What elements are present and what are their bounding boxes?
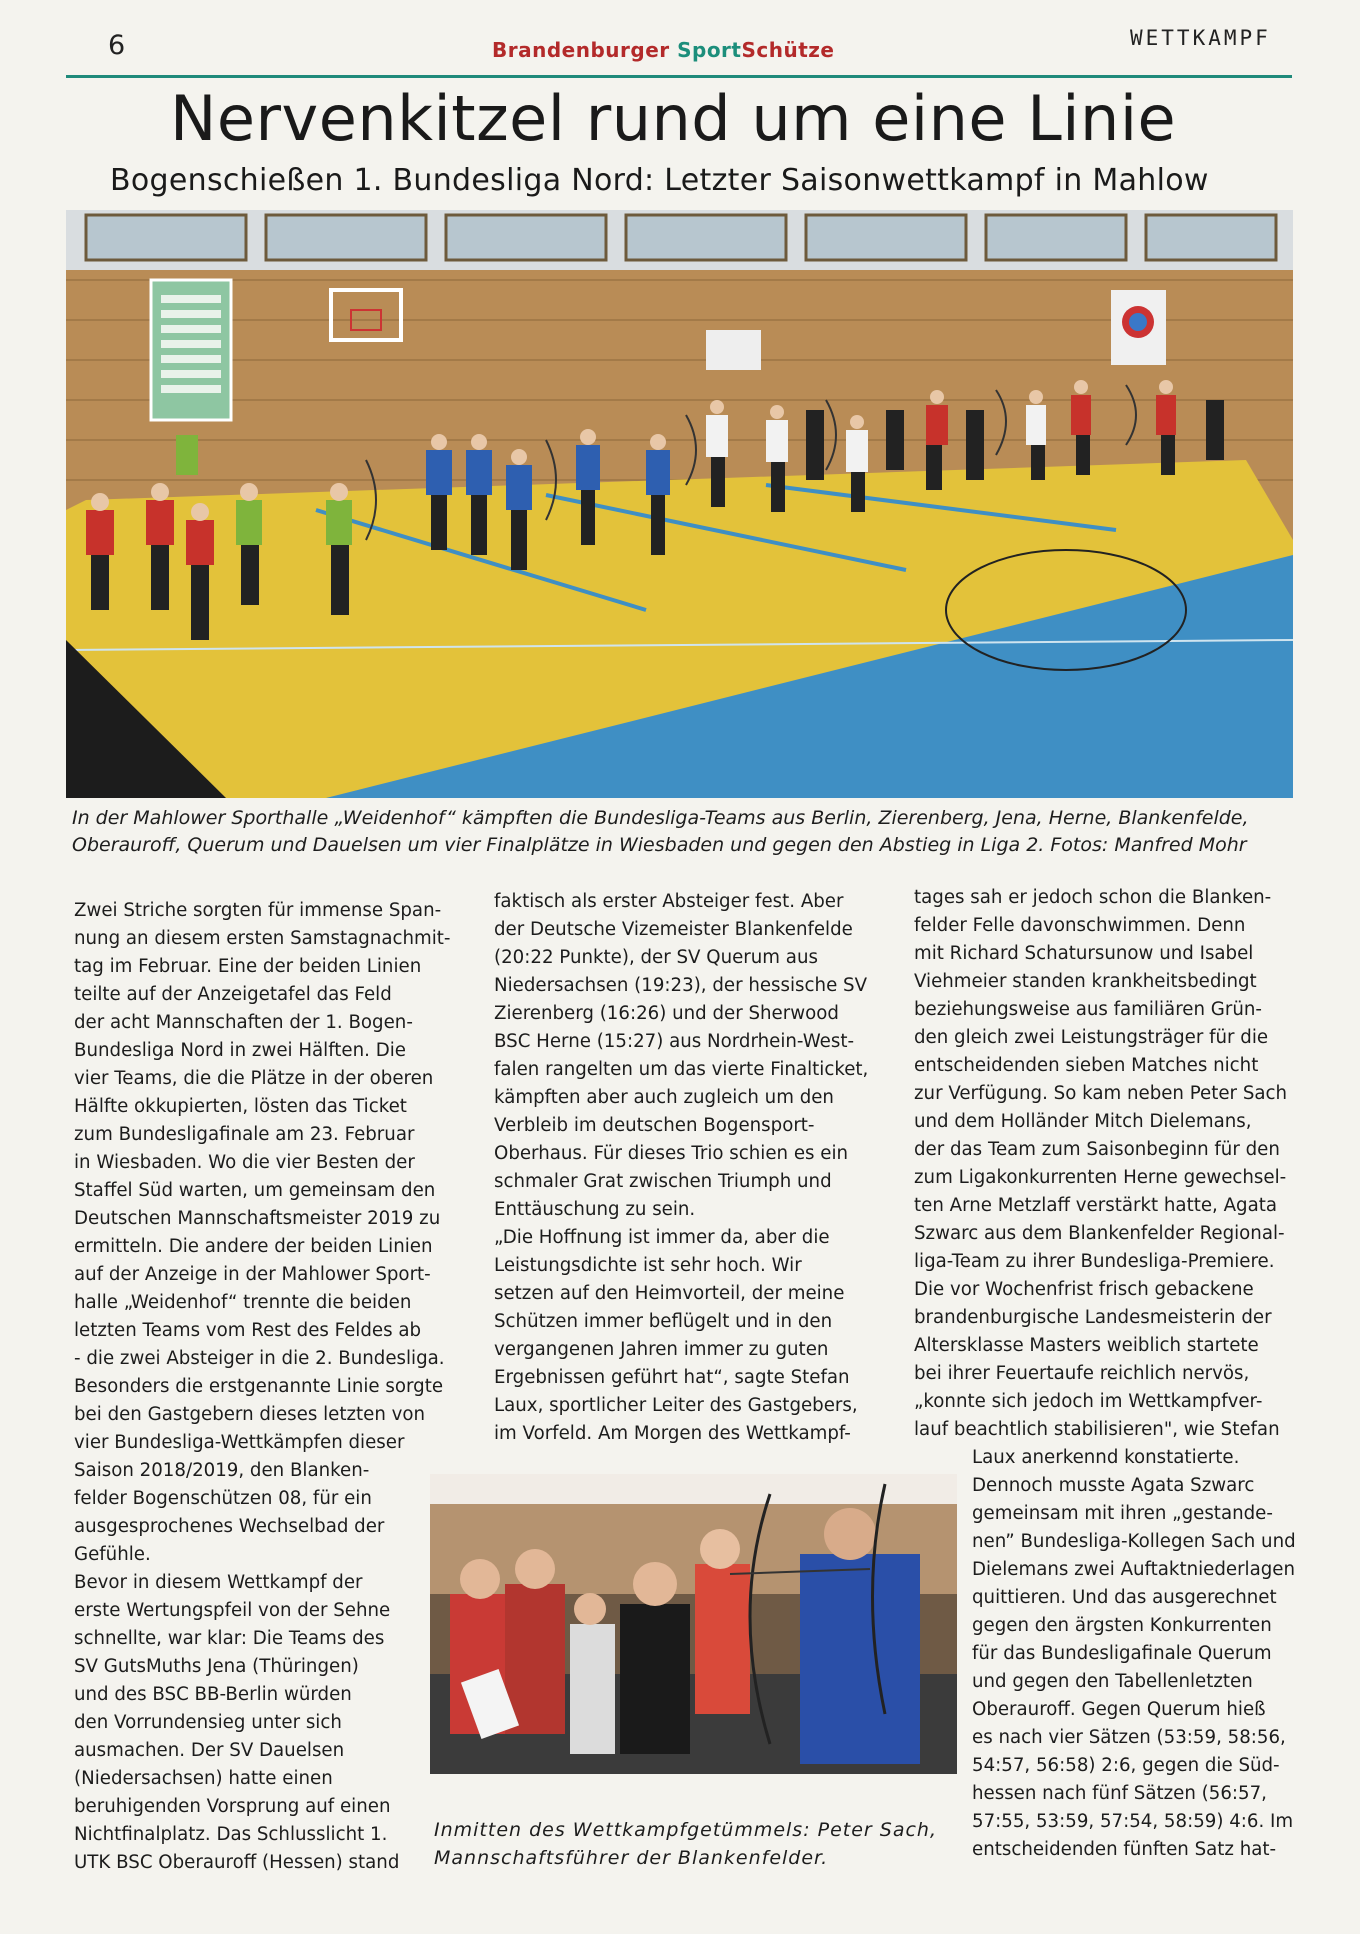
text-line: im Vorfeld. Am Morgen des Wettkampf- xyxy=(494,1423,851,1444)
text-line: der acht Mannschaften der 1. Bogen- xyxy=(74,1012,413,1033)
text-line: bei ihrer Feuertaufe reichlich nervös, xyxy=(914,1363,1250,1384)
text-line: setzen auf den Heimvorteil, der meine xyxy=(494,1283,845,1304)
text-line: SV GutsMuths Jena (Thüringen) xyxy=(74,1656,359,1677)
text-line: Dennoch musste Agata Szwarc xyxy=(972,1475,1255,1496)
text-line: - die zwei Absteiger in die 2. Bundesliga. xyxy=(74,1348,445,1369)
text-line: faktisch als erster Absteiger fest. Aber xyxy=(494,891,844,912)
text-line: falen rangelten um das vierte Finalticket, xyxy=(494,1059,869,1080)
text-line: Oberhaus. Für dieses Trio schien es ein xyxy=(494,1143,849,1164)
text-line: Die vor Wochenfrist frisch gebackene xyxy=(914,1279,1254,1300)
text-line: für das Bundesligafinale Querum xyxy=(972,1643,1272,1664)
text-line: gegen den ärgsten Konkurrenten xyxy=(972,1615,1272,1636)
text-line: ausmachen. Der SV Dauelsen xyxy=(74,1740,345,1761)
text-line: Verbleib im deutschen Bogensport- xyxy=(494,1115,815,1136)
text-line: 57:55, 53:59, 57:54, 58:59) 4:6. Im xyxy=(972,1811,1294,1832)
text-line: gemeinsam mit ihren „gestande- xyxy=(972,1503,1273,1524)
headline: Nervenkitzel rund um eine Linie xyxy=(170,82,1177,155)
text-line: felder Felle davonschwimmen. Denn xyxy=(914,915,1246,936)
article-column-3-top xyxy=(914,884,1294,1444)
text-line: „konnte sich jedoch im Wettkampfver- xyxy=(914,1391,1263,1412)
subheadline: Bogenschießen 1. Bundesliga Nord: Letzter Saisonwettkampf in Mahlow xyxy=(110,163,1209,198)
text-line: Leistungsdichte ist sehr hoch. Wir xyxy=(494,1255,802,1276)
text-line: beruhigenden Vorsprung auf einen xyxy=(74,1796,391,1817)
text-line: es nach vier Sätzen (53:59, 58:56, xyxy=(972,1727,1286,1748)
text-line: in Wiesbaden. Wo die vier Besten der xyxy=(74,1152,415,1173)
text-line: Szwarc aus dem Blankenfelder Regional- xyxy=(914,1223,1285,1244)
text-line: auf der Anzeige in der Mahlower Sport- xyxy=(74,1264,431,1285)
text-line: (Niedersachsen) hatte einen xyxy=(74,1768,333,1789)
masthead-part3: Schütze xyxy=(741,38,835,62)
text-line: Niedersachsen (19:23), der hessische SV xyxy=(494,975,868,996)
text-line: entscheidenden sieben Matches nicht xyxy=(914,1055,1259,1076)
text-line: den Vorrundensieg unter sich xyxy=(74,1712,342,1733)
text-line: und des BSC BB-Berlin würden xyxy=(74,1684,352,1705)
masthead xyxy=(492,38,835,62)
text-line: Dielemans zwei Auftaktniederlagen xyxy=(972,1559,1296,1580)
text-line: entscheidenden fünften Satz hat- xyxy=(972,1839,1277,1860)
text-line: felder Bogenschützen 08, für ein xyxy=(74,1488,372,1509)
header-rule xyxy=(66,75,1292,78)
text-line: den gleich zwei Leistungsträger für die xyxy=(914,1027,1269,1048)
caption-line: Mannschaftsführer der Blankenfelder. xyxy=(434,1847,829,1869)
text-line: 54:57, 56:58) 2:6, gegen die Süd- xyxy=(972,1755,1280,1776)
caption-line: Oberauroff, Querum und Dauelsen um vier Finalplätze in Wiesbaden und gegen den Abstieg in Liga 2. Fotos: Manfred Mohr xyxy=(72,834,1247,856)
text-line: erste Wertungspfeil von der Sehne xyxy=(74,1600,391,1621)
text-line: Deutschen Mannschaftsmeister 2019 zu xyxy=(74,1208,441,1229)
text-line: Schützen immer beflügelt und in den xyxy=(494,1311,833,1332)
text-line: nung an diesem ersten Samstagnachmit- xyxy=(74,928,451,949)
text-line: kämpften aber auch zugleich um den xyxy=(494,1087,834,1108)
text-line: schnellte, war klar: Die Teams des xyxy=(74,1628,385,1649)
text-line: ermitteln. Die andere der beiden Linien xyxy=(74,1236,433,1257)
text-line: nen” Bundesliga-Kollegen Sach und xyxy=(972,1531,1296,1552)
text-line: bei den Gastgebern dieses letzten von xyxy=(74,1404,426,1425)
text-line: Bundesliga Nord in zwei Hälften. Die xyxy=(74,1040,406,1061)
text-line: Hälfte okkupierten, lösten das Ticket xyxy=(74,1096,407,1117)
text-line: zur Verfügung. So kam neben Peter Sach xyxy=(914,1083,1288,1104)
caption-line: In der Mahlower Sporthalle „Weidenhof“ kämpften die Bundesliga-Teams aus Berlin, Zierenberg, Jena, Herne, Blankenfelde, xyxy=(72,807,1249,829)
text-line: teilte auf der Anzeigetafel das Feld xyxy=(74,984,392,1005)
article-column-3-bottom xyxy=(972,1444,1302,1864)
archery-hall-illustration xyxy=(66,210,1293,798)
caption-line: Inmitten des Wettkampfgetümmels: Peter Sach, xyxy=(434,1819,938,1841)
text-line: ausgesprochenes Wechselbad der xyxy=(74,1516,385,1537)
text-line: Ergebnissen geführt hat“, sagte Stefan xyxy=(494,1367,850,1388)
text-line: beziehungsweise aus familiären Grün- xyxy=(914,999,1262,1020)
text-line: ten Arne Metzlaff verstärkt hatte, Agata xyxy=(914,1195,1277,1216)
text-line: Gefühle. xyxy=(74,1544,151,1565)
text-line: Besonders die erstgenannte Linie sorgte xyxy=(74,1376,444,1397)
text-line: „Die Hoffnung ist immer da, aber die xyxy=(494,1227,830,1248)
text-line: vier Bundesliga-Wettkämpfen dieser xyxy=(74,1432,405,1453)
text-line: tages sah er jedoch schon die Blanken- xyxy=(914,887,1272,908)
text-line: (20:22 Punkte), der SV Querum aus xyxy=(494,947,818,968)
archers-closeup-illustration xyxy=(430,1474,957,1774)
inset-photo-caption xyxy=(434,1816,937,1872)
text-line: Oberauroff. Gegen Querum hieß xyxy=(972,1699,1266,1720)
text-line: schmaler Grat zwischen Triumph und xyxy=(494,1171,832,1192)
text-line: Altersklasse Masters weiblich startete xyxy=(914,1335,1259,1356)
text-line: vier Teams, die die Plätze in der oberen xyxy=(74,1068,434,1089)
main-photo-archery-hall xyxy=(66,210,1293,798)
article-column-2 xyxy=(494,888,894,1448)
text-line: quittieren. Und das ausgerechnet xyxy=(972,1587,1277,1608)
text-line: Bevor in diesem Wettkampf der xyxy=(74,1572,363,1593)
masthead-part1: Brandenburger xyxy=(492,38,678,62)
article-column-1 xyxy=(74,897,474,1877)
text-line: lauf beachtlich stabilisieren", wie Stefan xyxy=(914,1419,1280,1440)
text-line: brandenburgische Landesmeisterin der xyxy=(914,1307,1272,1328)
text-line: Saison 2018/2019, den Blanken- xyxy=(74,1460,370,1481)
text-line: Nichtfinalplatz. Das Schlusslicht 1. xyxy=(74,1824,388,1845)
page-number: 6 xyxy=(108,30,126,61)
text-line: letzten Teams vom Rest des Feldes ab xyxy=(74,1320,422,1341)
text-line: Zierenberg (16:26) und der Sherwood xyxy=(494,1003,839,1024)
text-line: halle „Weidenhof“ trennte die beiden xyxy=(74,1292,412,1313)
text-line: Staffel Süd warten, um gemeinsam den xyxy=(74,1180,436,1201)
text-line: BSC Herne (15:27) aus Nordrhein-West- xyxy=(494,1031,855,1052)
text-line: der das Team zum Saisonbeginn für den xyxy=(914,1139,1280,1160)
text-line: Laux anerkennd konstatierte. xyxy=(972,1447,1240,1468)
text-line: Zwei Striche sorgten für immense Span- xyxy=(74,900,442,921)
text-line: vergangenen Jahren immer zu guten xyxy=(494,1339,829,1360)
main-photo-caption xyxy=(72,805,1294,859)
text-line: und gegen den Tabellenletzten xyxy=(972,1671,1253,1692)
text-line: zum Bundesligafinale am 23. Februar xyxy=(74,1124,415,1145)
text-line: zum Ligakonkurrenten Herne gewechsel- xyxy=(914,1167,1287,1188)
masthead-part2: Sport xyxy=(677,38,742,62)
text-line: mit Richard Schatursunow und Isabel xyxy=(914,943,1254,964)
section-tag: WETTKAMPF xyxy=(1130,26,1271,50)
inset-photo-peter-sach xyxy=(430,1474,957,1774)
text-line: UTK BSC Oberauroff (Hessen) stand xyxy=(74,1852,400,1873)
text-line: der Deutsche Vizemeister Blankenfelde xyxy=(494,919,853,940)
text-line: Viehmeier standen krankheitsbedingt xyxy=(914,971,1257,992)
text-line: hessen nach fünf Sätzen (56:57, xyxy=(972,1783,1267,1804)
text-line: liga-Team zu ihrer Bundesliga-Premiere. xyxy=(914,1251,1275,1272)
text-line: und dem Holländer Mitch Dielemans, xyxy=(914,1111,1252,1132)
text-line: tag im Februar. Eine der beiden Linien xyxy=(74,956,422,977)
text-line: Laux, sportlicher Leiter des Gastgebers, xyxy=(494,1395,858,1416)
text-line: Enttäuschung zu sein. xyxy=(494,1199,696,1220)
